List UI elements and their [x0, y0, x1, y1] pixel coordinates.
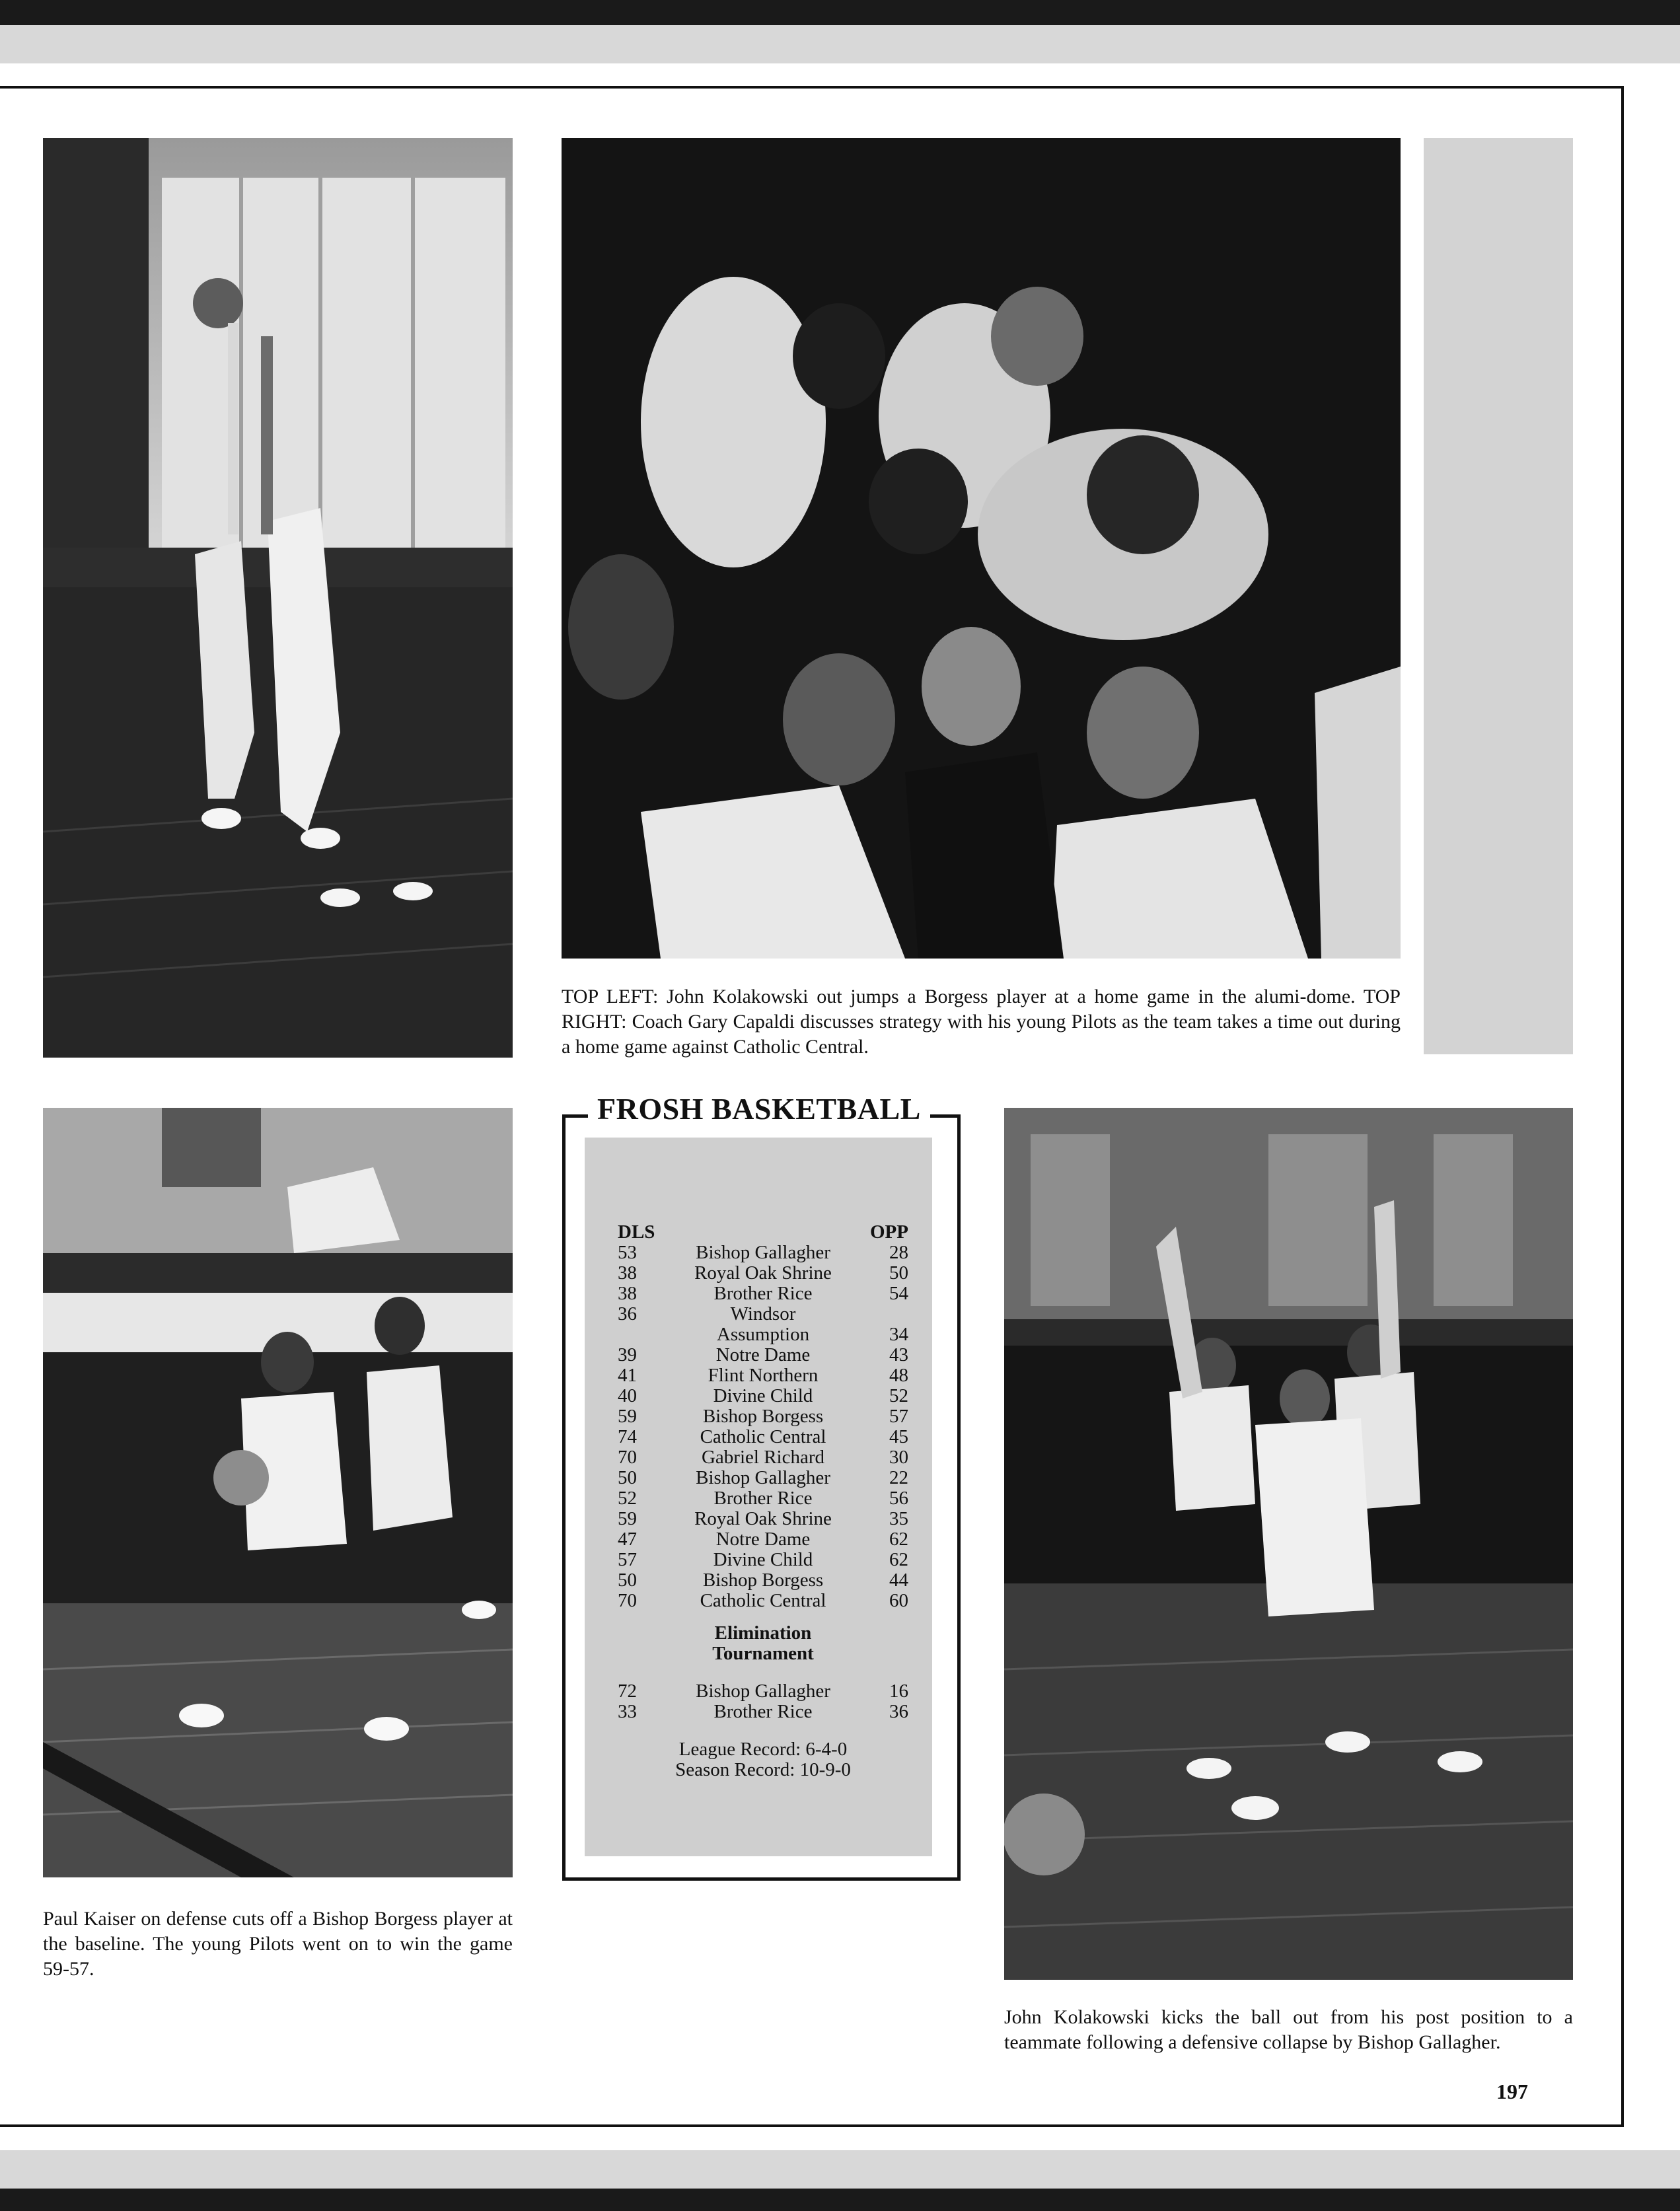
- opp-score: 48: [889, 1365, 908, 1386]
- game-row: [618, 1365, 908, 1386]
- game-row: [618, 1304, 908, 1324]
- tournament-list: [618, 1681, 908, 1722]
- league-record: League Record: 6-4-0: [678, 1739, 848, 1760]
- opp-score: 57: [889, 1406, 908, 1427]
- dls-score: 53: [618, 1242, 637, 1263]
- page-frame-top-rule: [0, 86, 1624, 89]
- opponent-name: Brother Rice: [713, 1701, 813, 1722]
- opponent-name: Divine Child: [713, 1549, 813, 1570]
- opp-score: 43: [889, 1344, 908, 1365]
- scoreboard-title: FROSH BASKETBALL: [588, 1091, 930, 1126]
- opp-score: 36: [889, 1701, 908, 1722]
- game-row: [618, 1468, 908, 1488]
- score-header-row: [618, 1222, 908, 1243]
- opp-header: OPP: [870, 1221, 908, 1243]
- dls-score: 38: [618, 1262, 637, 1284]
- game-row: [618, 1324, 908, 1345]
- decorative-gray-strip: [1424, 138, 1573, 1054]
- opponent-name: Bishop Borgess: [702, 1570, 824, 1591]
- opp-score: 35: [889, 1508, 908, 1529]
- opp-score: 62: [889, 1549, 908, 1570]
- game-row: [618, 1386, 908, 1406]
- opp-score: 44: [889, 1570, 908, 1591]
- game-row: [618, 1345, 908, 1365]
- post-pass-photo: [1004, 1108, 1573, 1980]
- dls-score: 40: [618, 1385, 637, 1406]
- opp-score: 22: [889, 1467, 908, 1488]
- caption-top: TOP LEFT: John Kolakowski out jumps a Borgess player at a home game in the alumi-dome. TOP RIGHT: Coach Gary Capaldi discusses strategy with his young Pilots as the team takes a time out during a home game against Catholic Central.: [562, 986, 1401, 1058]
- opponent-name: Bishop Gallagher: [696, 1681, 830, 1702]
- scoreboard-panel: [585, 1138, 932, 1856]
- team-huddle-photo: [562, 138, 1401, 959]
- opponent-name: Gabriel Richard: [701, 1447, 824, 1468]
- scan-border-top: [0, 0, 1680, 25]
- game-row: [618, 1550, 908, 1570]
- opp-score: 56: [889, 1488, 908, 1509]
- tournament-title-line2: Tournament: [712, 1643, 814, 1664]
- page-margin-right: [1624, 63, 1680, 2150]
- games-list: [618, 1243, 908, 1611]
- opp-score: 45: [889, 1426, 908, 1447]
- opponent-name: Royal Oak Shrine: [694, 1508, 832, 1529]
- opponent-name: Bishop Borgess: [702, 1406, 824, 1427]
- game-row: [618, 1406, 908, 1427]
- opponent-name: Brother Rice: [713, 1488, 813, 1509]
- opponent-name: Brother Rice: [713, 1283, 813, 1304]
- opponent-name: Windsor: [730, 1303, 796, 1324]
- opp-score: 62: [889, 1529, 908, 1550]
- opp-score: 60: [889, 1590, 908, 1611]
- opponent-name: Flint Northern: [708, 1365, 819, 1386]
- opp-score: 34: [889, 1324, 908, 1345]
- opponent-name: Catholic Central: [700, 1590, 826, 1611]
- defense-baseline-photo: [43, 1108, 513, 1877]
- opp-score: 30: [889, 1447, 908, 1468]
- page-frame-right-rule: [1621, 86, 1624, 2127]
- opponent-name: Bishop Gallagher: [696, 1242, 830, 1263]
- score-table: [618, 1222, 908, 1780]
- opponent-name: Royal Oak Shrine: [694, 1262, 832, 1284]
- dls-score: 47: [618, 1529, 637, 1550]
- opp-score: 28: [889, 1242, 908, 1263]
- dls-score: 50: [618, 1570, 637, 1591]
- opp-score: 52: [889, 1385, 908, 1406]
- opp-score: 16: [889, 1681, 908, 1702]
- opponent-name: Catholic Central: [700, 1426, 826, 1447]
- dls-score: 36: [618, 1303, 637, 1324]
- dls-score: 33: [618, 1701, 637, 1722]
- game-row: [618, 1447, 908, 1468]
- game-row: [618, 1591, 908, 1611]
- opponent-name: Bishop Gallagher: [696, 1467, 830, 1488]
- scan-border-bottom: [0, 2189, 1680, 2211]
- game-row: [618, 1427, 908, 1447]
- season-record: Season Record: 10-9-0: [675, 1759, 851, 1780]
- opponent-name: Notre Dame: [715, 1344, 811, 1365]
- dls-score: 74: [618, 1426, 637, 1447]
- opp-score: 54: [889, 1283, 908, 1304]
- page-number: 197: [1496, 2080, 1528, 2103]
- jump-ball-photo: [43, 138, 513, 1058]
- opp-score: 50: [889, 1262, 908, 1284]
- game-row: [618, 1509, 908, 1529]
- dls-header: DLS: [618, 1221, 655, 1243]
- dls-score: 59: [618, 1508, 637, 1529]
- dls-score: 50: [618, 1467, 637, 1488]
- dls-score: 70: [618, 1590, 637, 1611]
- caption-right: John Kolakowski kicks the ball out from his post position to a teammate following a defensive collapse by Bishop Gallagher.: [1004, 2006, 1573, 2053]
- game-row: [618, 1243, 908, 1263]
- game-row: [618, 1284, 908, 1304]
- opponent-name: Notre Dame: [715, 1529, 811, 1550]
- dls-score: 38: [618, 1283, 637, 1304]
- game-row: [618, 1529, 908, 1550]
- dls-score: 70: [618, 1447, 637, 1468]
- opponent-name: Divine Child: [713, 1385, 813, 1406]
- tournament-title-line1: Elimination: [714, 1622, 812, 1644]
- dls-score: 39: [618, 1344, 637, 1365]
- game-row: [618, 1488, 908, 1509]
- tournament-row: [618, 1702, 908, 1722]
- game-row: [618, 1570, 908, 1591]
- page-frame-bottom-rule: [0, 2124, 1624, 2127]
- dls-score: 59: [618, 1406, 637, 1427]
- opponent-name: Assumption: [716, 1324, 810, 1345]
- dls-score: 52: [618, 1488, 637, 1509]
- game-row: [618, 1263, 908, 1284]
- dls-score: 72: [618, 1681, 637, 1702]
- scan-margin-bottom: [0, 2150, 1680, 2189]
- tournament-row: [618, 1681, 908, 1702]
- dls-score: 41: [618, 1365, 637, 1386]
- caption-left: Paul Kaiser on defense cuts off a Bishop Borgess player at the baseline. The young Pilots went on to win the game 59-57.: [43, 1908, 513, 1980]
- scan-margin-top: [0, 25, 1680, 63]
- dls-score: 57: [618, 1549, 637, 1570]
